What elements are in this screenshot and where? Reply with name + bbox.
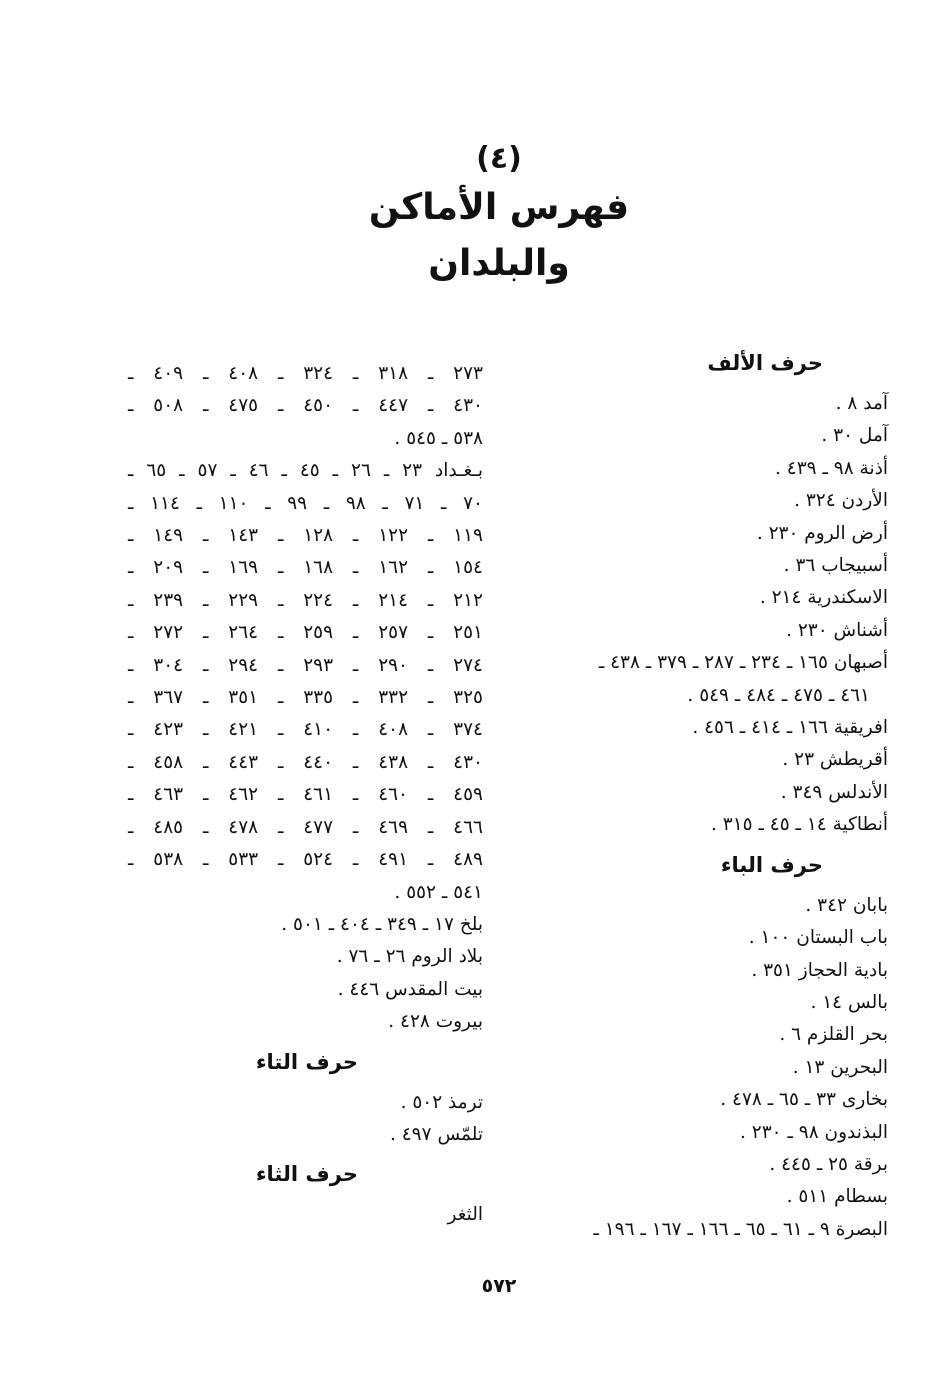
index-entry-continued: ٢١٢ ـ ٢١٤ ـ ٢٢٤ ـ ٢٢٩ ـ ٢٣٩ ـ <box>128 589 483 611</box>
index-entry: الأندلس ٣٤٩ . <box>780 781 888 803</box>
index-entry: أقريطش ٢٣ . <box>782 749 888 771</box>
index-entry: باب البستان ١٠٠ . <box>748 927 888 949</box>
index-entry: بسطام ٥١١ . <box>786 1186 888 1208</box>
heading-ta: حرف التاء <box>255 1049 358 1074</box>
index-entry: بحر القلزم ٦ . <box>779 1024 888 1046</box>
index-entry-continued: ٤٥٩ ـ ٤٦٠ ـ ٤٦١ ـ ٤٦٢ ـ ٤٦٣ ـ <box>128 784 483 806</box>
index-entry: أشناش ٢٣٠ . <box>786 619 888 641</box>
index-entry-continued: ٢٧٣ ـ ٣١٨ ـ ٣٢٤ ـ ٤٠٨ ـ ٤٠٩ ـ <box>128 363 483 384</box>
index-entry: بـغـداد ٢٣ ـ ٢٦ ـ ٤٥ ـ ٤٦ ـ ٥٧ ـ ٦٥ ـ <box>128 460 484 482</box>
index-entry-continued: ٢٧٤ ـ ٢٩٠ ـ ٢٩٣ ـ ٢٩٤ ـ ٣٠٤ ـ <box>128 654 483 676</box>
index-entry-continued: ٥٣٨ ـ ٥٤٥ . <box>394 427 483 449</box>
index-entry-continued: ٣٧٤ ـ ٤٠٨ ـ ٤١٠ ـ ٤٢١ ـ ٤٢٣ ـ <box>128 719 483 741</box>
index-entry-continued: ٤٣٠ ـ ٤٣٨ ـ ٤٤٠ ـ ٤٤٣ ـ ٤٥٨ ـ <box>128 751 483 773</box>
page-number: ٥٧٢ <box>481 1275 517 1297</box>
index-entry: تلمّس ٤٩٧ . <box>389 1123 483 1145</box>
index-entry: آمل ٣٠ . <box>821 425 888 447</box>
index-entry-continued: ٤٦٦ ـ ٤٦٩ ـ ٤٧٧ ـ ٤٧٨ ـ ٤٨٥ ـ <box>128 816 483 838</box>
index-entry: أذنة ٩٨ ـ ٤٣٩ . <box>775 457 888 479</box>
index-title-line2: والبلدان <box>428 243 570 284</box>
index-entry: بالس ١٤ . <box>810 991 888 1013</box>
page-header <box>0 138 948 292</box>
index-columns <box>0 340 948 1260</box>
index-entry-continued: ٤٣٠ ـ ٤٤٧ ـ ٤٥٠ ـ ٤٧٥ ـ ٥٠٨ ـ <box>128 395 483 417</box>
index-entry: برقة ٢٥ ـ ٤٤٥ . <box>769 1153 888 1175</box>
right-column <box>538 340 888 1246</box>
section-number: (٤) <box>476 141 522 176</box>
index-entry-continued: ٣٢٥ ـ ٣٣٢ ـ ٣٣٥ ـ ٣٥١ ـ ٣٦٧ ـ <box>128 687 483 709</box>
index-entry: بلخ ١٧ ـ ٣٤٩ ـ ٤٠٤ ـ ٥٠١ . <box>281 913 483 935</box>
index-entry: الأردن ٣٢٤ . <box>794 490 888 512</box>
spacer <box>128 340 483 358</box>
index-entry-continued: ٧٠ ـ ٧١ ـ ٩٨ ـ ٩٩ ـ ١١٠ ـ ١١٤ ـ <box>128 492 483 514</box>
index-entry: آمد ٨ . <box>835 393 888 414</box>
index-entry: الاسكندرية ٢١٤ . <box>759 587 888 609</box>
index-entry: أسبيجاب ٣٦ . <box>783 555 888 577</box>
index-entry-continued: ١٥٤ ـ ١٦٢ ـ ١٦٨ ـ ١٦٩ ـ ٢٠٩ ـ <box>128 557 483 579</box>
index-entry: بيت المقدس ٤٤٦ . <box>337 978 483 1000</box>
index-entry: البحرين ١٣ . <box>792 1056 888 1078</box>
index-entry-continued: ٢٥١ ـ ٢٥٧ ـ ٢٥٩ ـ ٢٦٤ ـ ٢٧٢ ـ <box>128 622 483 644</box>
index-entry: بخارى ٣٣ ـ ٦٥ ـ ٤٧٨ . <box>720 1089 888 1111</box>
heading-alif: حرف الألف <box>707 351 823 375</box>
index-entry: أنطاكية ١٤ ـ ٤٥ ـ ٣١٥ . <box>711 814 888 836</box>
left-column <box>128 340 483 1232</box>
index-entry: الثغر <box>447 1204 483 1226</box>
index-entry-continued: ٤٦١ ـ ٤٧٥ ـ ٤٨٤ ـ ٥٤٩ . <box>687 684 870 706</box>
index-entry-continued: ١١٩ ـ ١٢٢ ـ ١٢٨ ـ ١٤٣ ـ ١٤٩ ـ <box>128 525 483 547</box>
index-entry: البذندون ٩٨ ـ ٢٣٠ . <box>740 1121 888 1143</box>
index-entry: ترمذ ٥٠٢ . <box>400 1091 483 1113</box>
index-entry-continued: ٤٨٩ ـ ٤٩١ ـ ٥٢٤ ـ ٥٣٣ ـ ٥٣٨ ـ <box>128 849 483 871</box>
index-entry: بادية الحجاز ٣٥١ . <box>751 959 888 981</box>
heading-ba: حرف الباء <box>720 852 823 877</box>
index-title-line1: فهرس الأماكن <box>368 187 630 228</box>
index-entry: بابان ٣٤٢ . <box>805 894 888 916</box>
index-entry: أصبهان ١٦٥ ـ ٢٣٤ ـ ٢٨٧ ـ ٣٧٩ ـ ٤٣٨ ـ <box>598 652 888 674</box>
index-entry-continued: ٥٤١ ـ ٥٥٢ . <box>394 881 483 903</box>
index-entry: بلاد الروم ٢٦ ـ ٧٦ . <box>336 946 483 968</box>
index-entry: أرض الروم ٢٣٠ . <box>756 522 888 544</box>
heading-tha: حرف الثاء <box>255 1162 358 1187</box>
index-entry: بيروت ٤٢٨ . <box>388 1011 483 1033</box>
index-entry: افريقية ١٦٦ ـ ٤١٤ ـ ٤٥٦ . <box>692 717 888 739</box>
index-entry: البصرة ٩ ـ ٦١ ـ ٦٥ ـ ١٦٦ ـ ١٦٧ ـ ١٩٦ ـ <box>593 1218 888 1240</box>
